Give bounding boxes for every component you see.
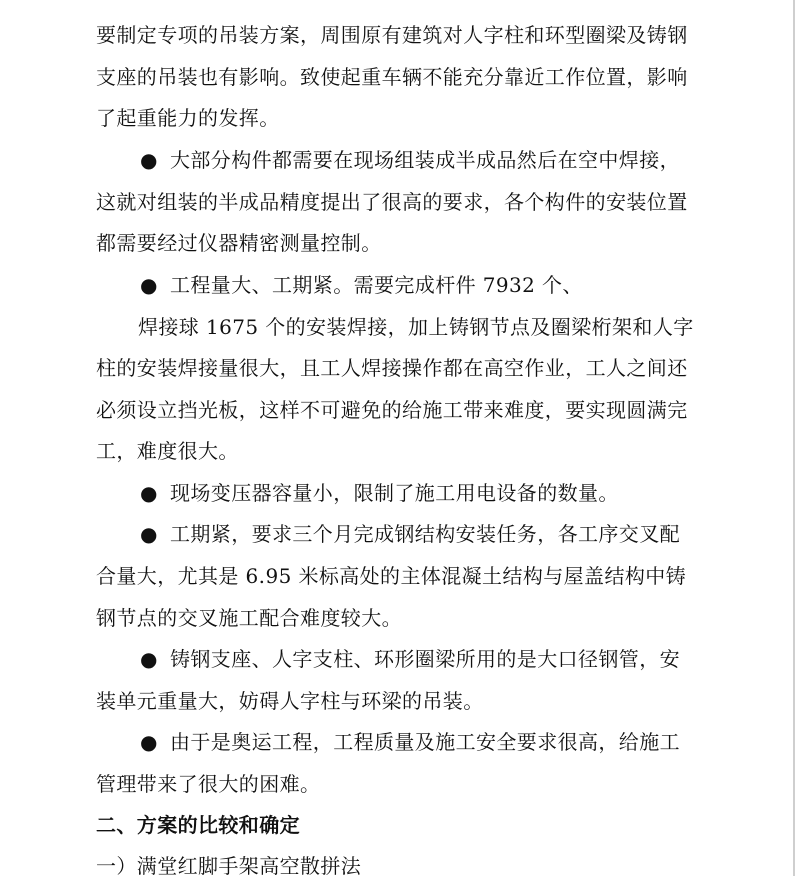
- paragraph-line: 工，难度很大。: [96, 439, 239, 463]
- paragraph-line: 这就对组装的半成品精度提出了很高的要求，各个构件的安装位置: [96, 190, 688, 214]
- bullet-text: 铸钢支座、人字支柱、环形圈梁所用的是大口径钢管，安: [170, 647, 680, 671]
- bullet-text: 现场变压器容量小，限制了施工用电设备的数量。: [170, 481, 619, 505]
- paragraph-line: 管理带来了很大的困难。: [96, 772, 321, 796]
- bullet-item: [140, 147, 680, 173]
- bullet-icon: ●: [140, 148, 158, 172]
- paragraph-line: 了起重能力的发挥。: [96, 106, 280, 130]
- paragraph-line: 合量大，尤其是 6.95 米标高处的主体混凝土结构与屋盖结构中铸: [96, 564, 687, 588]
- bullet-item: [140, 729, 680, 755]
- paragraph-line: 支座的吊装也有影响。致使起重车辆不能充分靠近工作位置，影响: [96, 65, 688, 89]
- bullet-item: [140, 272, 583, 298]
- bullet-text: 由于是奥运工程，工程质量及施工安全要求很高，给施工: [170, 730, 680, 754]
- paragraph-line: 焊接球 1675 个的安装焊接，加上铸钢节点及圈梁桁架和人字: [138, 315, 694, 339]
- bullet-icon: ●: [140, 273, 158, 297]
- bullet-text: 工程量大、工期紧。需要完成杆件 7932 个、: [170, 273, 583, 297]
- bullet-text: 工期紧，要求三个月完成钢结构安装任务，各工序交叉配: [170, 522, 680, 546]
- bullet-icon: ●: [140, 647, 158, 671]
- section-heading: 二、方案的比较和确定: [96, 813, 300, 837]
- paragraph-line: 要制定专项的吊装方案，周围原有建筑对人字柱和环型圈梁及铸钢: [96, 23, 688, 47]
- paragraph-line: 装单元重量大，妨碍人字柱与环梁的吊装。: [96, 689, 484, 713]
- bullet-icon: ●: [140, 522, 158, 546]
- bullet-icon: ●: [140, 730, 158, 754]
- bullet-item: [140, 646, 680, 672]
- subsection-heading: 一）满堂红脚手架高空散拼法: [96, 854, 362, 878]
- paragraph-line: 都需要经过仪器精密测量控制。: [96, 231, 382, 255]
- paragraph-line: 钢节点的交叉施工配合难度较大。: [96, 606, 402, 630]
- paragraph-line: 必须设立挡光板，这样不可避免的给施工带来难度，要实现圆满完: [96, 398, 688, 422]
- bullet-item: [140, 521, 680, 547]
- bullet-item: [140, 480, 619, 506]
- bullet-text: 大部分构件都需要在现场组装成半成品然后在空中焊接，: [170, 148, 680, 172]
- bullet-icon: ●: [140, 481, 158, 505]
- paragraph-line: 柱的安装焊接量很大，且工人焊接操作都在高空作业，工人之间还: [96, 356, 688, 380]
